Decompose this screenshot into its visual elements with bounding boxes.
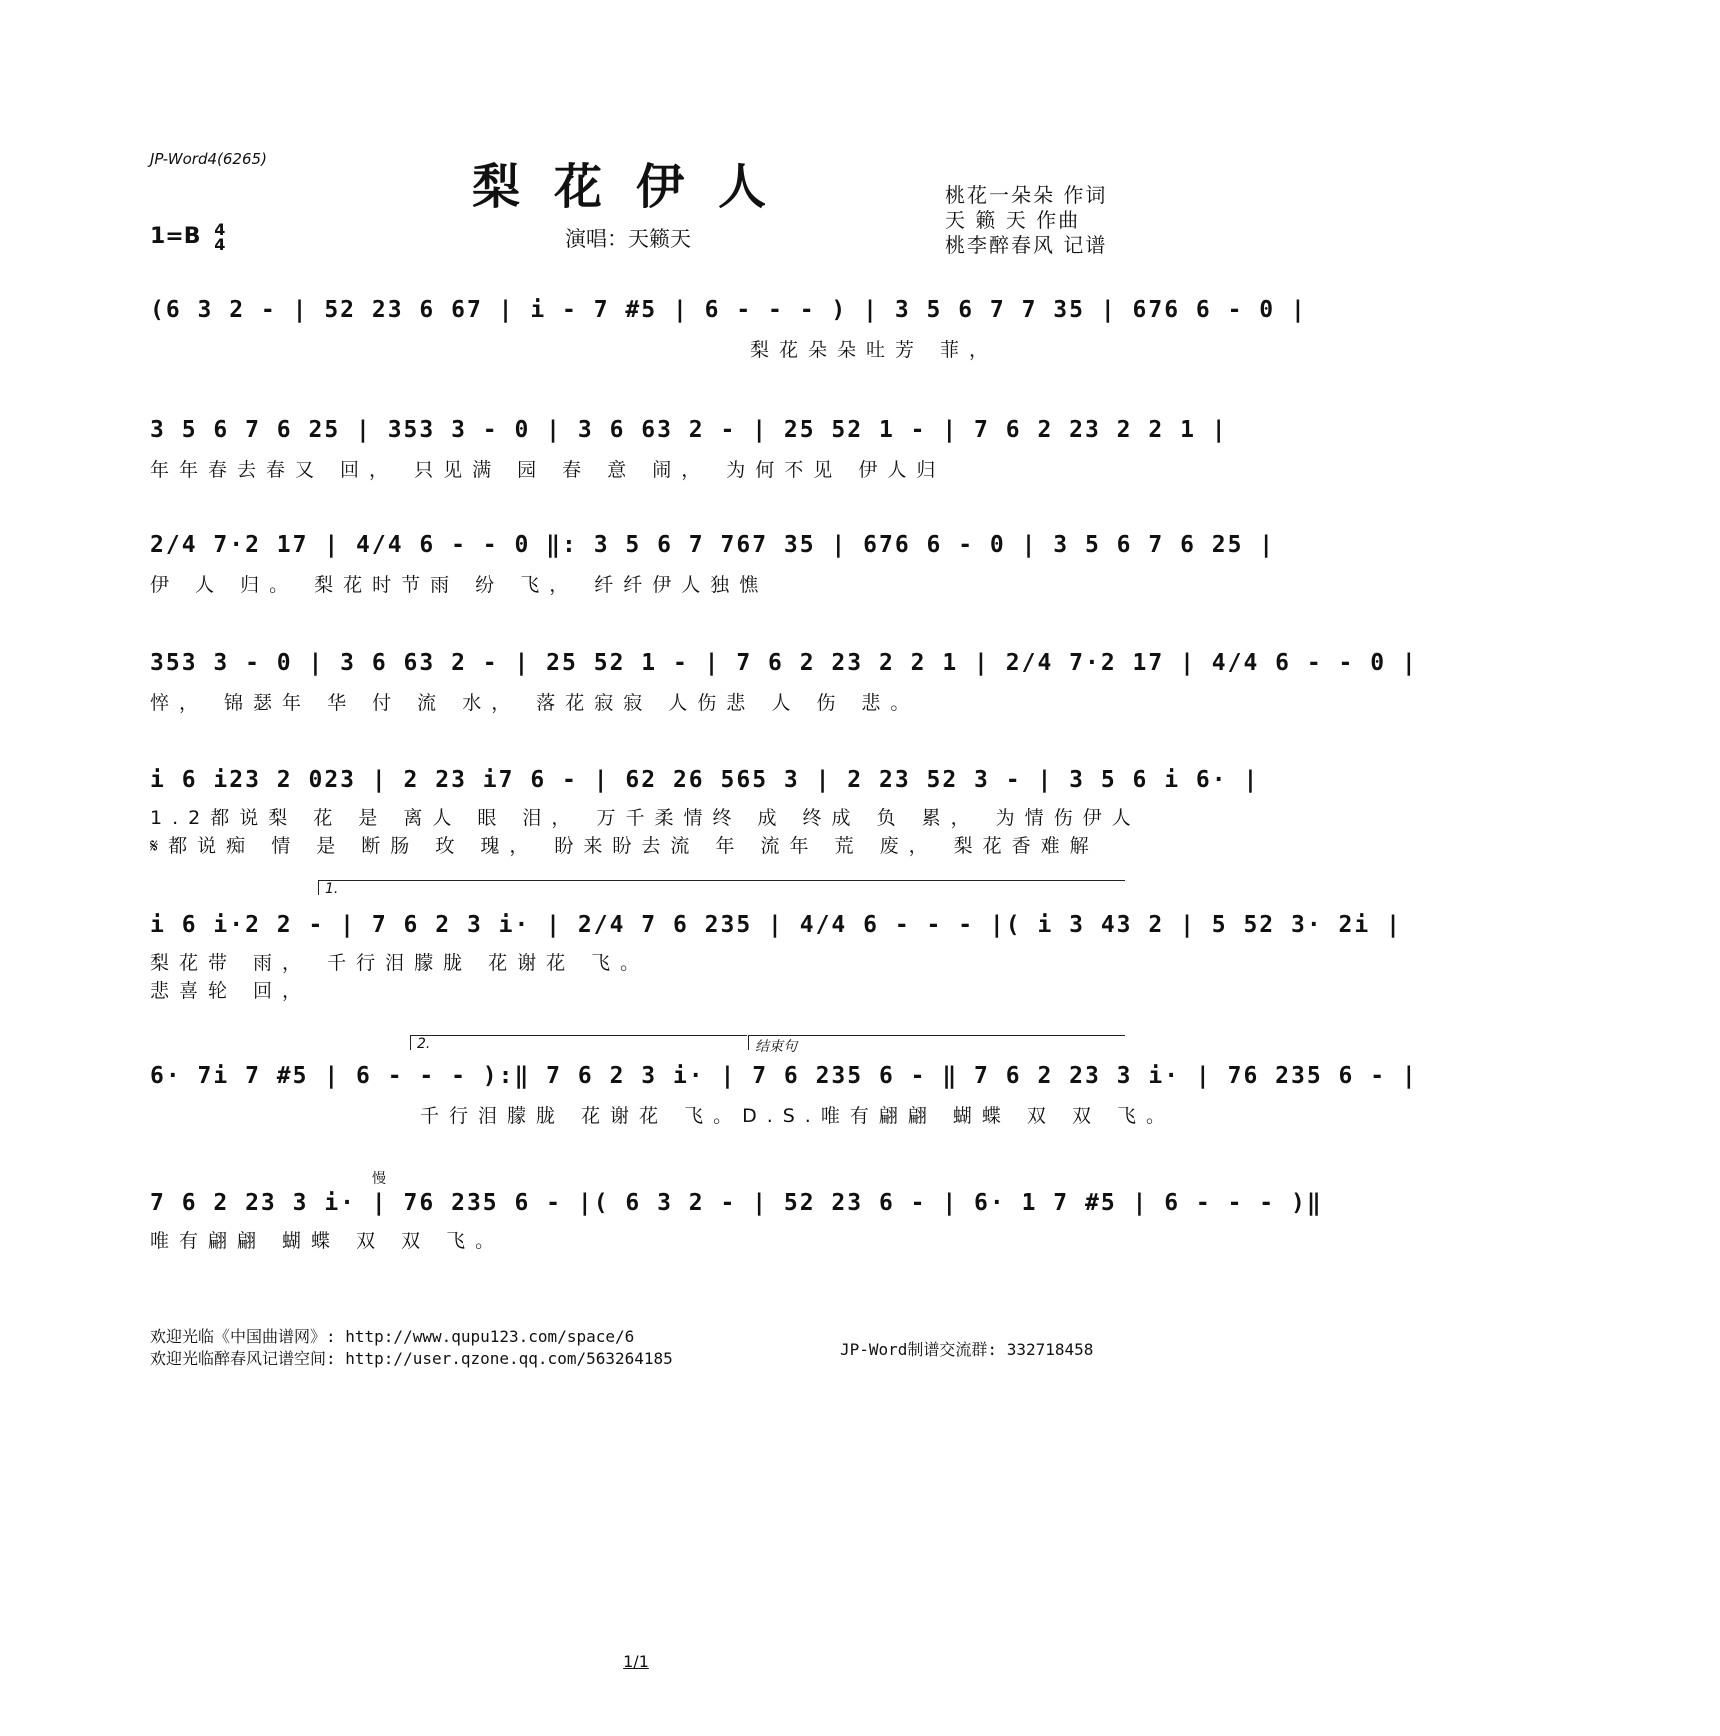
page-number <box>0 1652 1272 1671</box>
score-row-1 <box>0 285 1307 405</box>
notes-row-8: 7 6 2 23 3 i· | 76 235 6 - |( 6 3 2 - | 52 23 6 - | 6· 1 7 #5 | 6 - - - )‖ <box>150 1190 1323 1216</box>
lyrics-row-6-verse-2: 悲喜轮 回， <box>150 980 312 1002</box>
lyrics-row-3: 伊 人 归。 梨花时节雨 纷 飞， 纤纤伊人独憔 <box>150 574 769 596</box>
notes-row-4: 353 3 - 0 | 3 6 63 2 - | 25 52 1 - | 7 6 2 23 2 2 1 | 2/4 7·2 17 | 4/4 6 - - 0 | <box>150 650 1418 676</box>
lyrics-row-6-verse-1: 梨花带 雨， 千行泪朦胧 花谢花 飞。 <box>150 952 650 974</box>
time-sig-top: 4 <box>214 220 226 239</box>
lyrics-row-2: 年年春去春又 回， 只见满 园 春 意 闹， 为何不见 伊人归 <box>150 459 946 481</box>
lyricist-credit: 桃花一朵朵 作词 <box>945 183 1108 207</box>
footer-links <box>150 1326 673 1370</box>
credits <box>945 183 1107 258</box>
score-row-7 <box>0 1035 1418 1155</box>
volta-2: 2. <box>410 1035 747 1050</box>
composer-credit: 天 籁 天 作曲 <box>945 208 1081 232</box>
lyrics-row-5-verse-2: 𝄋都说痴 情 是 断肠 玫 瑰， 盼来盼去流 年 流年 荒 废， 梨花香难解 <box>150 835 1099 857</box>
lyrics-row-5-verse-1: 1.2都说梨 花 是 离人 眼 泪， 万千柔情终 成 终成 负 累， 为情伤伊人 <box>150 807 1141 829</box>
singer-label: 演唱：天籁天 <box>565 227 691 251</box>
footer-group: JP-Word制谱交流群: 332718458 <box>840 1340 1094 1359</box>
time-signature <box>214 222 225 252</box>
notes-row-2: 3 5 6 7 6 25 | 353 3 - 0 | 3 6 63 2 - | 25 52 1 - | 7 6 2 23 2 2 1 | <box>150 417 1228 443</box>
key-signature <box>150 222 225 252</box>
volta-1: 1. <box>318 880 1125 895</box>
score-row-3 <box>0 520 1276 640</box>
page-number-text: 1/1 <box>623 1652 649 1671</box>
tempo-mark: 慢 <box>372 1171 386 1187</box>
score-row-5 <box>0 755 1272 875</box>
notes-row-1: (6 3 2 - | 52 23 6 67 | i - 7 #5 | 6 - - - ) | 3 5 6 7 7 35 | 676 6 - 0 | <box>150 297 1307 323</box>
score-row-8 <box>0 1160 1323 1280</box>
footer-link-1[interactable]: 欢迎光临《中国曲谱网》: http://www.qupu123.com/space/6 <box>150 1327 635 1346</box>
coda-label: 结束句 <box>748 1035 1125 1050</box>
song-title: 梨花伊人 <box>471 159 800 215</box>
lyrics-row-4: 悴， 锦瑟年 华 付 流 水， 落花寂寂 人伤悲 人 伤 悲。 <box>150 692 920 714</box>
lyrics-row-1: 梨花朵朵吐芳 菲， <box>750 339 999 361</box>
score-row-4 <box>0 638 1418 758</box>
footer-link-2[interactable]: 欢迎光临醉春风记谱空间: http://user.qzone.qq.com/563264185 <box>150 1349 673 1368</box>
notes-row-7: 6· 7i 7 #5 | 6 - - - ):‖ 7 6 2 3 i· | 7 6 235 6 - ‖ 7 6 2 23 3 i· | 76 235 6 - | <box>150 1063 1418 1089</box>
lyrics-row-8: 唯有翩翩 蝴蝶 双 双 飞。 <box>150 1230 505 1252</box>
key-label: 1=B <box>150 224 201 249</box>
source-label: JP-Word4(6265) <box>150 150 267 168</box>
score-row-2 <box>0 405 1272 525</box>
score-row-6 <box>0 880 1402 1002</box>
transcriber-credit: 桃李醉春风 记谱 <box>945 233 1108 257</box>
notes-row-6: i 6 i·2 2 - | 7 6 2 3 i· | 2/4 7 6 235 | 4/4 6 - - - |( i 3 43 2 | 5 52 3· 2i | <box>150 912 1402 938</box>
notes-row-5: i 6 i23 2 023 | 2 23 i7 6 - | 62 26 565 3 | 2 23 52 3 - | 3 5 6 i 6· | <box>150 767 1260 793</box>
lyrics-row-7: 千行泪朦胧 花谢花 飞。D.S.唯有翩翩 蝴蝶 双 双 飞。 <box>420 1105 1176 1127</box>
time-sig-bottom: 4 <box>214 235 226 254</box>
notes-row-3: 2/4 7·2 17 | 4/4 6 - - 0 ‖: 3 5 6 7 767 35 | 676 6 - 0 | 3 5 6 7 6 25 | <box>150 532 1276 558</box>
